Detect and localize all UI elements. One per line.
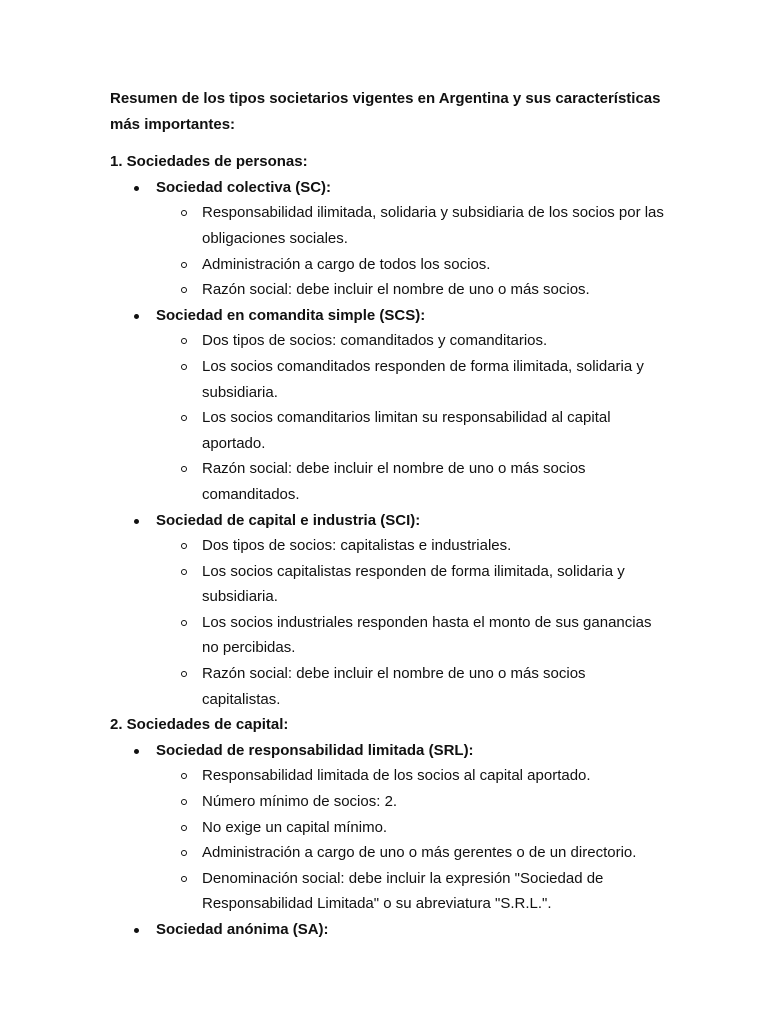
company-type-list [110,738,668,943]
feature-list [156,328,668,507]
company-type-sci [156,508,668,713]
company-type-sa [156,917,668,943]
company-type-name: Sociedad colectiva (SC): [156,175,668,201]
feature-item: Los socios comanditados responden de forma ilimitada, solidaria y subsidiaria. [202,354,668,405]
feature-list [156,200,668,302]
section-sociedades-de-personas [110,149,668,712]
section-sociedades-de-capital [110,712,668,942]
company-type-sc [156,175,668,303]
company-type-name: Sociedad de responsabilidad limitada (SRL): [156,738,668,764]
feature-item: Los socios comanditarios limitan su responsabilidad al capital aportado. [202,405,668,456]
page-title: Resumen de los tipos societarios vigentes en Argentina y sus características más importantes: [110,90,661,133]
company-type-name: Sociedad en comandita simple (SCS): [156,303,668,329]
feature-item: Administración a cargo de todos los socios. [202,252,668,278]
feature-item: Razón social: debe incluir el nombre de uno o más socios capitalistas. [202,661,668,712]
feature-item: Los socios capitalistas responden de forma ilimitada, solidaria y subsidiaria. [202,559,668,610]
feature-item: Los socios industriales responden hasta el monto de sus ganancias no percibidas. [202,610,668,661]
company-type-scs [156,303,668,508]
company-type-list [110,175,668,712]
feature-item: No exige un capital mínimo. [202,815,668,841]
feature-item: Dos tipos de socios: comanditados y comanditarios. [202,328,668,354]
feature-list [156,763,668,917]
feature-item: Razón social: debe incluir el nombre de uno o más socios. [202,277,668,303]
company-type-srl [156,738,668,917]
section-heading: 1. Sociedades de personas: [110,153,308,171]
feature-item: Dos tipos de socios: capitalistas e industriales. [202,533,668,559]
feature-item: Denominación social: debe incluir la expresión "Sociedad de Responsabilidad Limitada" o su abreviatura "S.R.L.". [202,866,668,917]
feature-item: Responsabilidad limitada de los socios al capital aportado. [202,763,668,789]
company-type-name: Sociedad anónima (SA): [156,917,668,943]
company-type-name: Sociedad de capital e industria (SCI): [156,508,668,534]
feature-list [156,533,668,712]
feature-item: Razón social: debe incluir el nombre de uno o más socios comanditados. [202,456,668,507]
feature-item: Administración a cargo de uno o más gerentes o de un directorio. [202,840,668,866]
feature-item: Responsabilidad ilimitada, solidaria y subsidiaria de los socios por las obligaciones sociales. [202,200,668,251]
feature-item: Número mínimo de socios: 2. [202,789,668,815]
section-heading: 2. Sociedades de capital: [110,716,289,734]
